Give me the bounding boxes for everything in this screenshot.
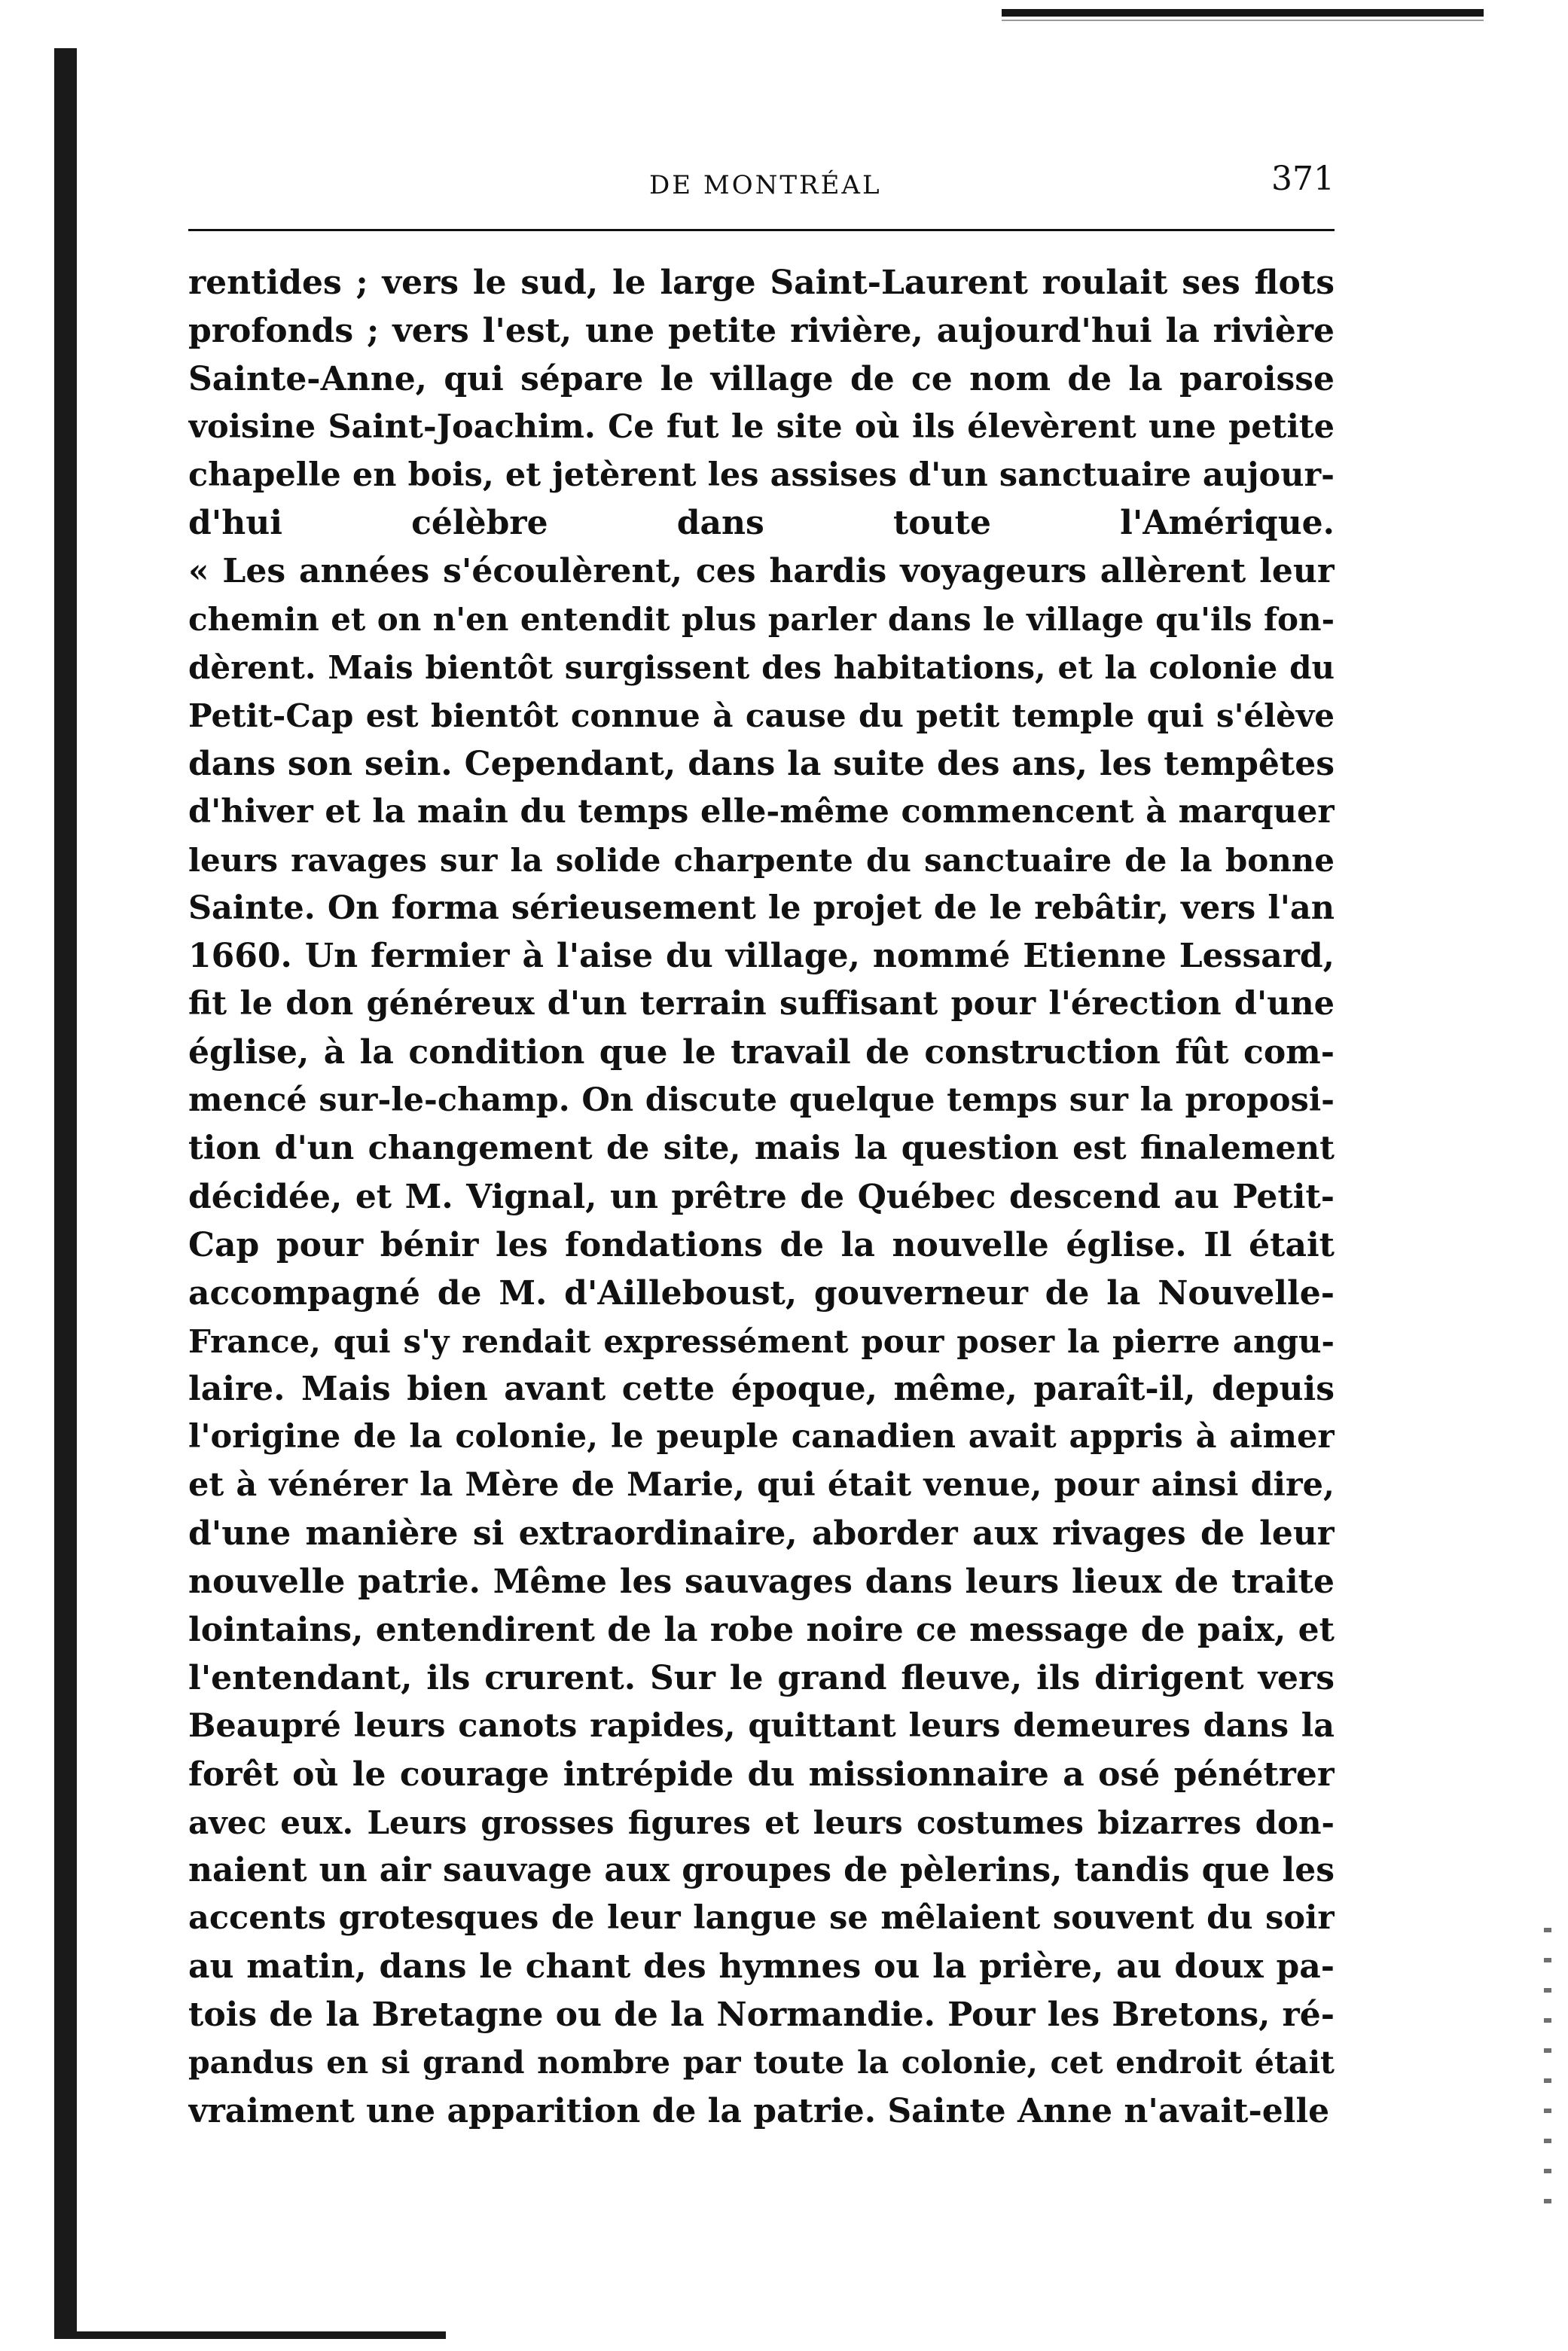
text-line: mencé sur-le-champ. On discute quelque temps sur la proposi- [188, 1081, 1335, 1120]
text-line: accompagné de M. d'Ailleboust, gouverneur de la Nouvelle- [188, 1273, 1335, 1313]
text-line: nouvelle patrie. Même les sauvages dans leurs lieux de traite [188, 1563, 1335, 1602]
text-line: pandus en si grand nombre par toute la colonie, cet endroit était [188, 2044, 1335, 2081]
scan-top-rule-thin [1002, 20, 1484, 21]
text-line: forêt où le courage intrépide du missionnaire a osé pénétrer [188, 1755, 1335, 1794]
text-line: vraiment une apparition de la patrie. Sainte Anne n'avait-elle [188, 2091, 1330, 2130]
text-line: dèrent. Mais bientôt surgissent des habitations, et la colonie du [188, 649, 1335, 687]
text-line: lointains, entendirent de la robe noire ce message de paix, et [188, 1610, 1335, 1649]
running-title: DE MONTRÉAL [649, 170, 882, 200]
text-line: Sainte. On forma sérieusement le projet de le rebâtir, vers l'an [188, 889, 1335, 927]
text-line: d'hui célèbre dans toute l'Amérique. [188, 504, 1335, 543]
scan-left-edge [54, 48, 77, 2337]
text-line: laire. Mais bien avant cette époque, même, paraît-il, depuis [188, 1370, 1335, 1409]
text-line: l'entendant, ils crurent. Sur le grand fleuve, ils dirigent vers [188, 1658, 1335, 1697]
text-line: « Les années s'écoulèrent, ces hardis voyageurs allèrent leur [188, 552, 1335, 591]
text-line: accents grotesques de leur langue se mêlaient souvent du soir [188, 1899, 1335, 1938]
text-line: d'hiver et la main du temps elle-même commencent à marquer [188, 792, 1335, 831]
scan-top-rule [1002, 9, 1484, 17]
text-line: leurs ravages sur la solide charpente du sanctuaire de la bonne [188, 841, 1335, 879]
text-line: avec eux. Leurs grosses figures et leurs costumes bizarres don- [188, 1804, 1335, 1841]
text-line: chemin et on n'en entendit plus parler dans le village qu'ils fon- [188, 601, 1335, 639]
page-number: 371 [1271, 160, 1335, 198]
text-line: Beaupré leurs canots rapides, quittant leurs demeures dans la [188, 1706, 1335, 1745]
text-line: d'une manière si extraordinaire, aborder aux rivages de leur [188, 1514, 1335, 1554]
text-line: profonds ; vers l'est, une petite rivière, aujourd'hui la rivière [188, 311, 1335, 350]
text-line: tion d'un changement de site, mais la question est finalement [188, 1130, 1335, 1168]
text-line: rentides ; vers le sud, le large Saint-Laurent roulait ses flots [188, 264, 1335, 302]
header-rule [188, 229, 1335, 231]
text-line: tois de la Bretagne ou de la Normandie. Pour les Bretons, ré- [188, 1996, 1335, 2035]
text-line: fit le don généreux d'un terrain suffisant pour l'érection d'une [188, 985, 1335, 1023]
text-line: dans son sein. Cependant, dans la suite des ans, les tempêtes [188, 744, 1335, 783]
text-line: 1660. Un fermier à l'aise du village, nommé Etienne Lessard, [188, 937, 1335, 976]
text-line: Cap pour bénir les fondations de la nouvelle église. Il était [188, 1225, 1335, 1264]
text-line: Sainte-Anne, qui sépare le village de ce nom de la paroisse [188, 359, 1335, 398]
text-line: voisine Saint-Joachim. Ce fut le site où ils élevèrent une petite [188, 407, 1335, 446]
text-line: Petit-Cap est bientôt connue à cause du petit temple qui s'élève [188, 697, 1335, 735]
text-line: église, à la condition que le travail de construction fût com- [188, 1033, 1335, 1072]
text-line: France, qui s'y rendait expressément pour poser la pierre angu- [188, 1322, 1335, 1360]
scan-right-margin-marks [1544, 1928, 1551, 2229]
body-text [188, 259, 1335, 2136]
text-line: décidée, et M. Vignal, un prêtre de Québec descend au Petit- [188, 1177, 1335, 1216]
running-head [188, 151, 1335, 211]
text-line: naient un air sauvage aux groupes de pèlerins, tandis que les [188, 1851, 1335, 1890]
scan-bottom-edge [54, 2331, 446, 2339]
text-line: chapelle en bois, et jetèrent les assises d'un sanctuaire aujour- [188, 456, 1335, 494]
text-line: au matin, dans le chant des hymnes ou la prière, au doux pa- [188, 1947, 1335, 1987]
text-line: l'origine de la colonie, le peuple canadien avait appris à aimer [188, 1418, 1335, 1456]
text-line: et à vénérer la Mère de Marie, qui était venue, pour ainsi dire, [188, 1466, 1335, 1505]
